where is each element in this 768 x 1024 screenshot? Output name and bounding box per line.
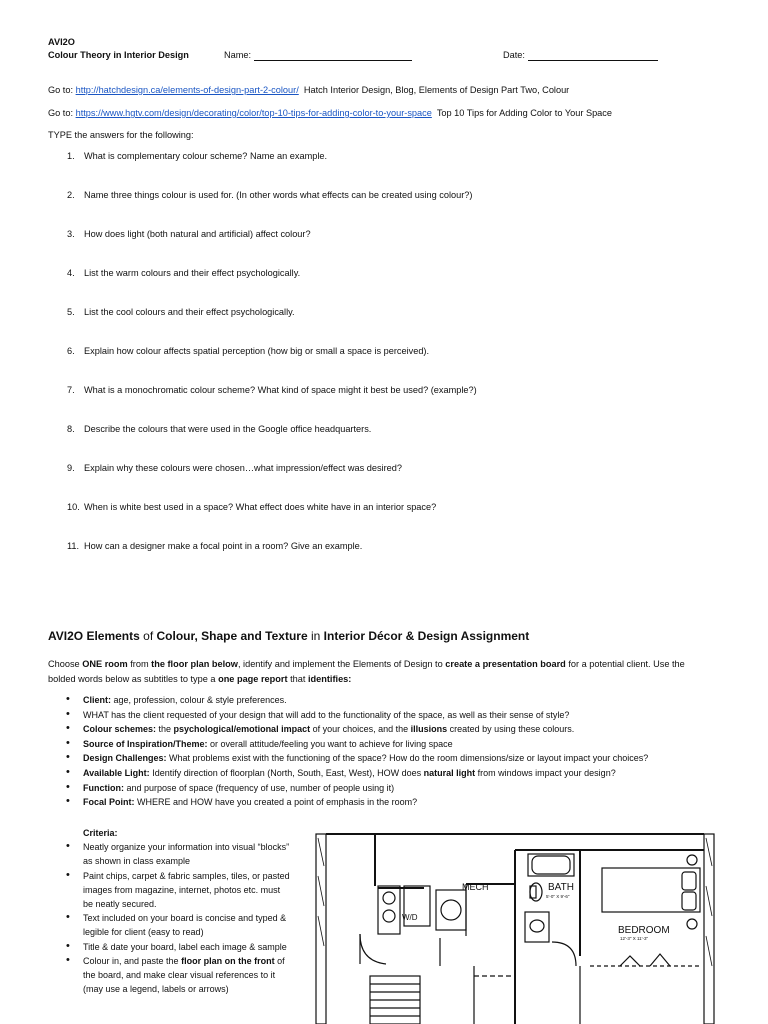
- question-5: [67, 307, 295, 317]
- floor-plan: [300, 826, 730, 1024]
- bullet-label: Client:: [83, 695, 111, 705]
- question-number: 2.: [67, 190, 75, 200]
- assignment-intro: [48, 657, 713, 687]
- question-number: 3.: [67, 229, 75, 239]
- hgtv-link[interactable]: https://www.hgtv.com/design/decorating/color/top-10-tips-for-adding-color-to-your-space: [75, 108, 432, 118]
- question-number: 9.: [67, 463, 75, 473]
- question-number: 8.: [67, 424, 75, 434]
- name-field[interactable]: [224, 49, 412, 61]
- bullet-label: Function:: [83, 782, 124, 793]
- title-part: of: [139, 629, 157, 643]
- requirements-list: [66, 693, 726, 810]
- bedroom-label: BEDROOM: [618, 925, 670, 936]
- intro-bold: ONE room: [82, 659, 128, 669]
- bullet-label: Colour schemes:: [83, 724, 157, 735]
- intro-bold: one page report: [218, 674, 288, 684]
- bullet-colour-schemes: [66, 722, 726, 737]
- floor-plan-right-wall: [704, 834, 714, 1024]
- question-text: What is a monochromatic colour scheme? What kind of space might it best be used? (example?): [84, 385, 477, 395]
- question-text: Name three things colour is used for. (In other words what effects can be created using colour?): [84, 190, 473, 200]
- bedroom-dimensions: 12'-3" X 11'-3": [620, 936, 649, 941]
- question-text: List the warm colours and their effect psychologically.: [84, 268, 301, 278]
- floor-plan-stairs: [370, 976, 420, 1024]
- question-9: [67, 463, 402, 473]
- bullet-text: created by using these colours.: [447, 724, 575, 735]
- criteria-bold: floor plan on the front: [181, 955, 275, 966]
- intro-text: , identify and implement the Elements of Design to: [237, 659, 446, 669]
- intro-bold: the floor plan below: [151, 659, 238, 669]
- bullet-bold: psychological/emotional impact: [173, 724, 311, 735]
- title-part: in: [307, 629, 324, 643]
- criteria-item: • Title & date your board, label each image & sample: [66, 940, 291, 954]
- question-text: Explain how colour affects spatial perception (how big or small a space is perceived).: [84, 346, 430, 356]
- hatchdesign-link[interactable]: http://hatchdesign.ca/elements-of-design-part-2-colour/: [75, 85, 299, 95]
- question-number: 11.: [67, 541, 80, 551]
- link-1-description: Hatch Interior Design, Blog, Elements of Design Part Two, Colour: [303, 85, 570, 95]
- wd-label: W/D: [402, 913, 418, 922]
- question-number: 6.: [67, 346, 75, 356]
- bullet-label: Available Light:: [83, 767, 150, 778]
- question-text: List the cool colours and their effect psychologically.: [84, 307, 295, 317]
- bullet-text: Identify direction of floorplan (North, South, East, West), HOW does: [149, 767, 424, 778]
- link-line-2: [48, 107, 612, 119]
- question-10: [67, 502, 436, 512]
- intro-bold: create a presentation board: [445, 659, 566, 669]
- question-number: 1.: [67, 151, 75, 161]
- go-to-label: Go to:: [48, 85, 74, 95]
- criteria-item: • Paint chips, carpet & fabric samples, tiles, or pasted images from magazine, internet, photos etc. must be neatly secured.: [66, 869, 291, 912]
- question-text: How can a designer make a focal point in a room? Give an example.: [84, 541, 363, 551]
- question-3: [67, 229, 311, 239]
- name-blank[interactable]: [254, 50, 412, 61]
- criteria-title: Criteria:: [83, 828, 118, 838]
- bullet-bold: natural light: [423, 767, 476, 778]
- bullet-label: Design Challenges:: [83, 753, 167, 764]
- criteria-section: [66, 826, 291, 996]
- link-2-description: Top 10 Tips for Adding Color to Your Space: [436, 108, 612, 118]
- title-part: AVI2O Elements: [48, 629, 140, 643]
- name-label: Name:: [224, 50, 252, 60]
- question-text: How does light (both natural and artificial) affect colour?: [84, 229, 311, 239]
- bullet-client: [66, 693, 726, 708]
- assignment-title: [48, 629, 529, 643]
- link-line-1: [48, 84, 569, 96]
- go-to-label: Go to:: [48, 108, 74, 118]
- intro-text: from: [127, 659, 152, 669]
- worksheet-title: Colour Theory in Interior Design: [48, 50, 189, 60]
- bullet-text: age, profession, colour & style preferences.: [111, 695, 287, 705]
- bullet-function: [66, 781, 726, 796]
- bath-label: BATH: [548, 882, 574, 893]
- bullet-text: or overall attitude/feeling you want to achieve for living space: [207, 738, 453, 749]
- bullet-text: WHAT has the client requested of your design that will add to the functionality of the space, as well as their sense of style?: [83, 709, 570, 720]
- question-8: [67, 424, 371, 434]
- criteria-item: [66, 954, 291, 997]
- question-text: When is white best used in a space? What effect does white have in an interior space?: [84, 502, 437, 512]
- bullet-label: Source of Inspiration/Theme:: [83, 738, 208, 749]
- bullet-inspiration: [66, 737, 726, 752]
- question-text: What is complementary colour scheme? Name an example.: [84, 151, 328, 161]
- question-2: [67, 190, 472, 200]
- bullet-client-cont: [66, 708, 726, 723]
- bullet-focal-point: [66, 795, 726, 810]
- bullet-text: of your choices, and the: [310, 724, 411, 735]
- bullet-design-challenges: [66, 751, 726, 766]
- question-number: 7.: [67, 385, 75, 395]
- question-number: 4.: [67, 268, 75, 278]
- date-label: Date:: [503, 50, 525, 60]
- intro-text: that: [287, 674, 308, 684]
- question-7: [67, 385, 477, 395]
- question-1: [67, 151, 327, 161]
- title-part: Colour, Shape and Texture: [156, 629, 308, 643]
- intro-text: Choose: [48, 659, 83, 669]
- bullet-bold: illusions: [410, 724, 448, 735]
- date-blank[interactable]: [528, 50, 658, 61]
- question-text: Explain why these colours were chosen…what impression/effect was desired?: [84, 463, 402, 473]
- criteria-text: of the board, and make clear visual references to it (may use a legend, labels or arrows): [83, 955, 285, 995]
- bullet-text: and purpose of space (frequency of use, number of people using it): [124, 782, 395, 793]
- criteria-list: [66, 840, 291, 996]
- question-4: [67, 268, 300, 278]
- course-code: AVI2O: [48, 37, 75, 47]
- date-field[interactable]: [503, 49, 658, 61]
- bath-dimensions: 5'-0" X 9'-6": [546, 894, 570, 899]
- bullet-label: Focal Point:: [83, 797, 135, 808]
- mech-label: MECH: [462, 882, 489, 892]
- question-number: 5.: [67, 307, 75, 317]
- bullet-text: the: [156, 724, 174, 735]
- intro-bold: identifies:: [307, 674, 352, 684]
- question-6: [67, 346, 429, 356]
- intro-text: for a potential client. Use the bolded words below as subtitles to type a: [48, 659, 685, 684]
- criteria-text: Colour in, and paste the: [83, 955, 182, 966]
- question-number: 10.: [67, 502, 80, 512]
- question-text: Describe the colours that were used in the Google office headquarters.: [84, 424, 372, 434]
- bullet-text: What problems exist with the functioning of the space? How do the room dimensions/size or layout impact your choices?: [166, 753, 649, 764]
- bullet-text: WHERE and HOW have you created a point of emphasis in the room?: [134, 797, 418, 808]
- instructions: TYPE the answers for the following:: [48, 130, 194, 140]
- question-11: [67, 541, 362, 551]
- criteria-item: • Text included on your board is concise and typed & legible for client (easy to read): [66, 911, 291, 939]
- bullet-text: from windows impact your design?: [475, 767, 616, 778]
- bullet-available-light: [66, 766, 726, 781]
- title-part: Interior Décor & Design Assignment: [323, 629, 530, 643]
- criteria-item: • Neatly organize your information into visual “blocks” as shown in class example: [66, 840, 291, 868]
